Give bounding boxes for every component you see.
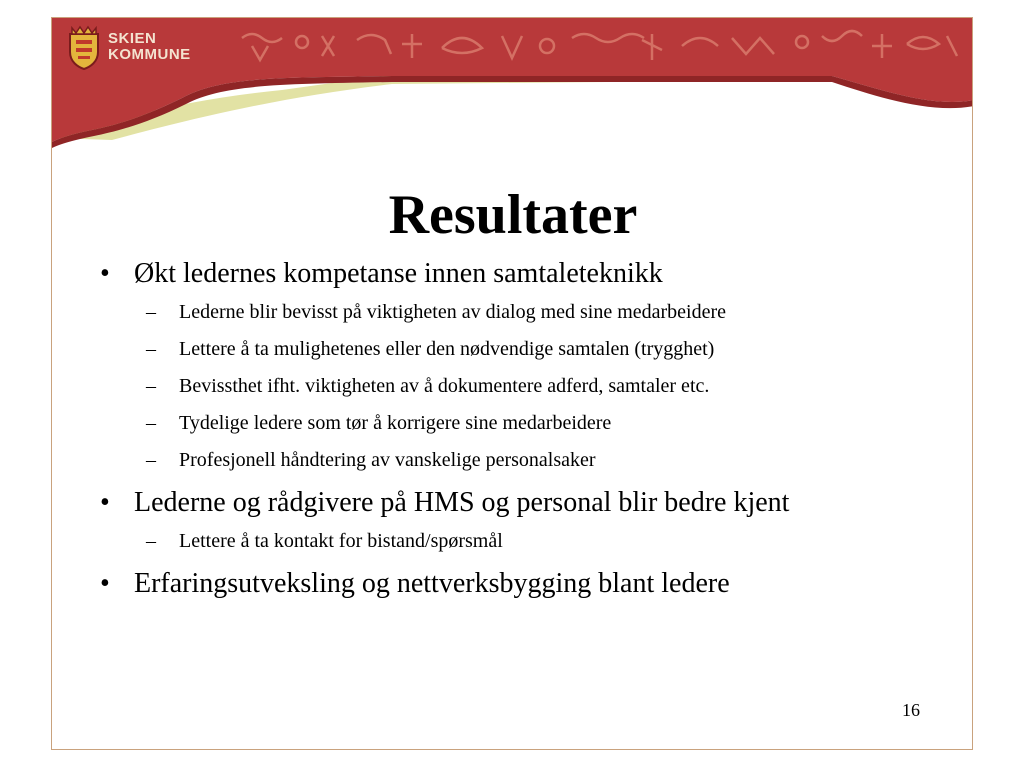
bullet-item <box>100 564 920 604</box>
bullet-item <box>100 483 920 523</box>
dash-marker: – <box>146 412 156 434</box>
sub-bullet-text: Lederne blir bevisst på viktigheten av dialog med sine medarbeidere <box>179 301 727 323</box>
logo-line-1: SKIEN <box>108 30 157 47</box>
dash-marker: – <box>146 338 156 360</box>
bullet-marker: • <box>100 487 110 518</box>
bullet-marker: • <box>100 258 110 289</box>
bullet-list <box>100 254 920 604</box>
sub-bullet-item <box>100 442 920 479</box>
sub-bullet-text: Lettere å ta mulighetenes eller den nødvendige samtalen (trygghet) <box>179 338 715 360</box>
bullet-text: Erfaringsutveksling og nettverksbygging blant ledere <box>134 568 730 599</box>
sub-bullet-item <box>100 331 920 368</box>
dash-marker: – <box>146 449 156 471</box>
sub-bullet-item <box>100 405 920 442</box>
logo <box>66 24 191 70</box>
sub-bullet-text: Lettere å ta kontakt for bistand/spørsmål <box>179 530 503 552</box>
slide <box>51 17 973 750</box>
sub-bullet-text: Profesjonell håndtering av vanskelige personalsaker <box>179 449 596 471</box>
dash-marker: – <box>146 530 156 552</box>
sub-bullet-text: Bevissthet ifht. viktigheten av å dokumentere adferd, samtaler etc. <box>179 375 710 397</box>
slide-title: Resultater <box>388 184 638 246</box>
bullet-marker: • <box>100 568 110 599</box>
logo-line-2: KOMMUNE <box>108 46 191 63</box>
dash-marker: – <box>146 375 156 397</box>
bullet-text: Økt ledernes kompetanse innen samtaleteknikk <box>134 258 663 289</box>
sub-bullet-text: Tydelige ledere som tør å korrigere sine medarbeidere <box>179 412 612 434</box>
dash-marker: – <box>146 301 156 323</box>
sub-bullet-item <box>100 368 920 405</box>
bullet-text: Lederne og rådgivere på HMS og personal blir bedre kjent <box>134 487 790 518</box>
sub-bullet-item <box>100 294 920 331</box>
coat-of-arms-icon <box>66 24 102 70</box>
bullet-item <box>100 254 920 294</box>
sub-bullet-item <box>100 523 920 560</box>
page-number: 16 <box>902 700 920 720</box>
